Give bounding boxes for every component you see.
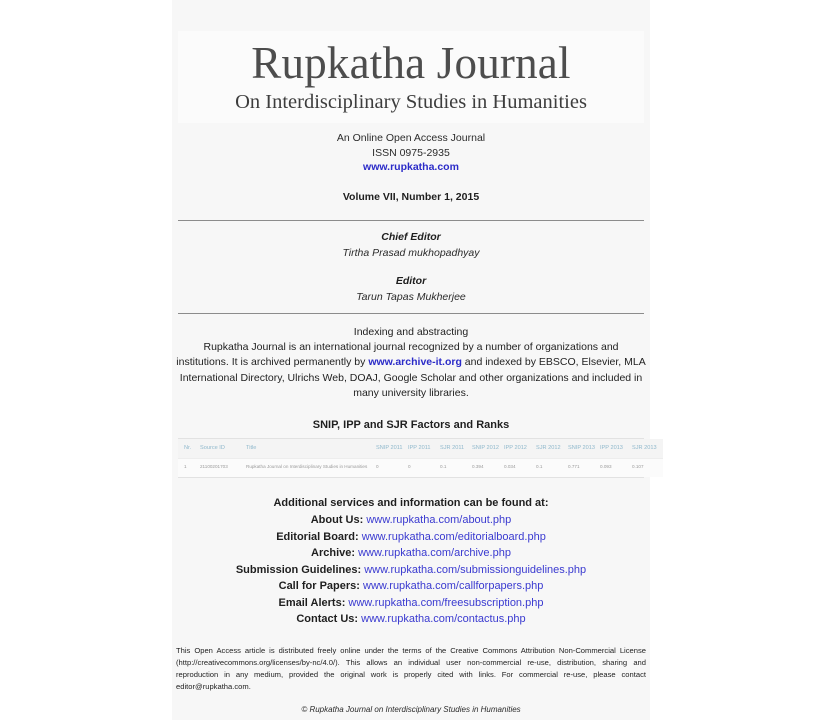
cell-nr: 1 (178, 459, 199, 478)
metrics-table (178, 439, 663, 478)
masthead-banner (178, 31, 644, 123)
indexing-paragraph (176, 340, 646, 402)
service-label-contact-us: Contact Us: (296, 613, 359, 626)
column-header-source-id: Source ID (199, 439, 245, 459)
column-header-ipp-2011: IPP 2011 (407, 439, 439, 459)
cell-title: Rupkatha Journal on Interdisciplinary Studies in Humanities (245, 459, 375, 478)
service-label-submission-guidelines: Submission Guidelines: (235, 563, 362, 576)
metrics-table-container (178, 438, 657, 479)
cell-sjr-2013: 0.107 (631, 459, 663, 478)
service-line-contact-us (172, 611, 650, 628)
service-label-about: About Us: (310, 514, 364, 527)
service-line-submission-guidelines (172, 562, 650, 579)
service-link-email-alerts[interactable]: www.rupkatha.com/freesubscription.php (348, 596, 544, 609)
indexing-heading: Indexing and abstracting (353, 325, 469, 338)
cell-ipp-2012: 0.034 (503, 459, 535, 478)
archive-it-link[interactable]: www.archive-it.org (368, 356, 462, 368)
chief-editor-name: Tirtha Prasad mukhopadhyay (342, 246, 480, 259)
column-header-snip-2012: SNIP 2012 (471, 439, 503, 459)
service-label-email-alerts: Email Alerts: (278, 596, 346, 609)
cell-snip-2012: 0.394 (471, 459, 503, 478)
service-line-editorial-board (172, 529, 650, 546)
journal-subtitle: On Interdisciplinary Studies in Humanities (235, 91, 587, 113)
table-header-row (178, 439, 663, 459)
cell-sjr-2011: 0.1 (439, 459, 471, 478)
issn-text: ISSN 0975-2935 (372, 146, 450, 159)
service-label-archive: Archive: (311, 547, 356, 560)
page-content (172, 0, 657, 714)
service-label-call-for-papers: Call for Papers: (278, 580, 360, 593)
service-link-call-for-papers[interactable]: www.rupkatha.com/callforpapers.php (363, 580, 544, 593)
service-line-about (172, 512, 650, 529)
service-link-about[interactable]: www.rupkatha.com/about.php (366, 514, 512, 527)
service-line-call-for-papers (172, 578, 650, 595)
journal-identity-block (172, 131, 650, 175)
volume-issue-text: Volume VII, Number 1, 2015 (342, 190, 480, 203)
column-header-nr: Nr. (178, 439, 199, 459)
table-row (178, 459, 663, 478)
service-line-archive (172, 545, 650, 562)
metrics-table-heading: SNIP, IPP and SJR Factors and Ranks (312, 418, 510, 431)
column-header-snip-2011: SNIP 2011 (375, 439, 407, 459)
chief-editor-role: Chief Editor (381, 230, 441, 243)
indexing-block (172, 325, 650, 402)
cell-ipp-2011: 0 (407, 459, 439, 478)
license-paragraph: This Open Access article is distributed freely online under the terms of the Creative Commons Attribution Non-Commercial License (http://creativecommons.org/licenses/by-nc/4.0/). This allows an individual user non-commercial re-use, distribution, sharing and reproduction in any medium, provided the original work is properly cited with links. For commercial re-use, please contact editor@rupkatha.com. (176, 645, 646, 691)
copyright-line: © Rupkatha Journal on Interdisciplinary Studies in Humanities (301, 704, 521, 714)
services-block (172, 495, 650, 628)
open-access-tagline: An Online Open Access Journal (336, 132, 486, 144)
indexing-text-after: and indexed by EBSCO, Elsevier, MLA International Directory, Ulrichs Web, DOAJ, Google Scholar and other organizations and included in many university libraries. (179, 356, 646, 399)
service-link-submission-guidelines[interactable]: www.rupkatha.com/submissionguidelines.php (364, 563, 587, 576)
cell-sjr-2012: 0.1 (535, 459, 567, 478)
editor-name: Tarun Tapas Mukherjee (356, 290, 466, 303)
cell-snip-2011: 0 (375, 459, 407, 478)
service-link-archive[interactable]: www.rupkatha.com/archive.php (358, 547, 511, 560)
journal-title: Rupkatha Journal (251, 38, 571, 88)
service-line-email-alerts (172, 595, 650, 612)
column-header-sjr-2012: SJR 2012 (535, 439, 567, 459)
editor-role: Editor (395, 274, 427, 287)
indexing-text-before: Rupkatha Journal is an international journal recognized by a number of organizations and institutions. It is archived permanently by (176, 340, 619, 368)
cell-ipp-2013: 0.093 (599, 459, 631, 478)
service-link-editorial-board[interactable]: www.rupkatha.com/editorialboard.php (361, 530, 546, 543)
cell-snip-2013: 0.771 (567, 459, 599, 478)
column-header-ipp-2012: IPP 2012 (503, 439, 535, 459)
journal-website-link[interactable]: www.rupkatha.com (363, 161, 459, 173)
cell-source-id: 21100201703 (199, 459, 245, 478)
column-header-sjr-2011: SJR 2011 (439, 439, 471, 459)
column-header-snip-2013: SNIP 2013 (567, 439, 599, 459)
editor-spacer (172, 261, 650, 274)
services-heading: Additional services and information can be found at: (273, 497, 549, 510)
column-header-sjr-2013: SJR 2013 (631, 439, 663, 459)
column-header-title: Title (245, 439, 375, 459)
divider-bottom (178, 313, 644, 314)
service-label-editorial-board: Editorial Board: (276, 530, 359, 543)
service-link-contact-us[interactable]: www.rupkatha.com/contactus.php (361, 613, 526, 626)
editorial-block (172, 221, 650, 313)
column-header-ipp-2013: IPP 2013 (599, 439, 631, 459)
